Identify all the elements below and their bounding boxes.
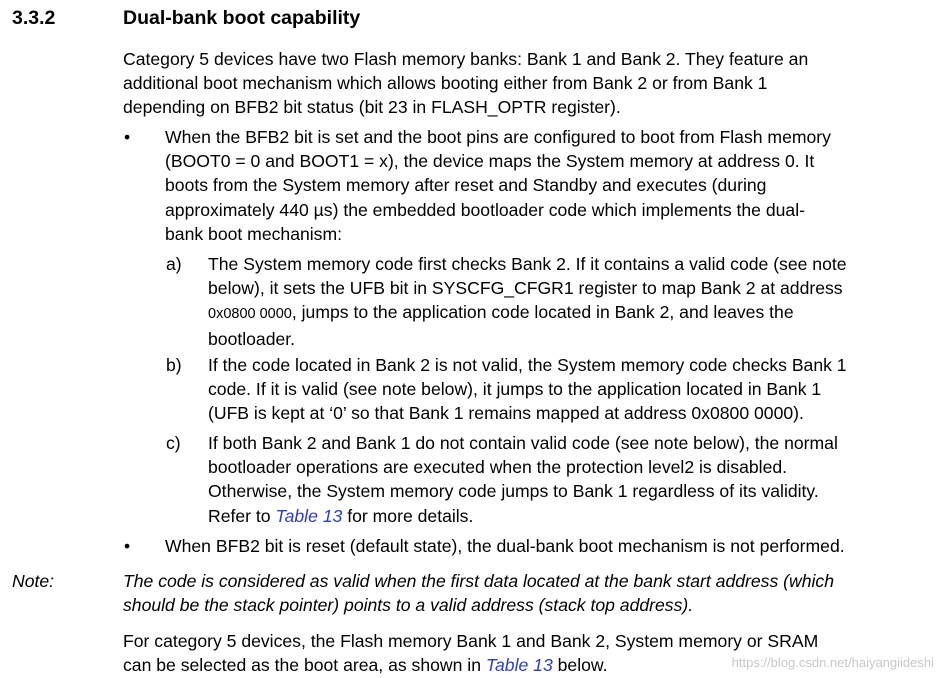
sub-item-b-line: code. If it is valid (see note below), it jumps to the application located in Bank 1 xyxy=(208,379,822,400)
bullet-1-marker: • xyxy=(124,127,131,147)
bullet-2-text: When BFB2 bit is reset (default state), the dual-bank boot mechanism is not performed. xyxy=(165,536,845,556)
bullet-1-line: approximately 440 µs) the embedded bootloader code which implements the dual- xyxy=(165,199,805,220)
bullet-2-marker: • xyxy=(124,536,131,556)
bullet-1-line: When the BFB2 bit is set and the boot pins are configured to boot from Flash memory xyxy=(165,127,831,147)
table-13-link[interactable]: Table 13 xyxy=(485,655,553,676)
sub-item-c-line xyxy=(208,504,936,528)
sub-item-a-line: The System memory code first checks Bank 2. If it contains a valid code (see note xyxy=(208,254,847,274)
section-title: Dual-bank boot capability xyxy=(123,7,361,29)
watermark: https://blog.csdn.net/haiyangiideshi xyxy=(731,655,934,670)
section-number: 3.3.2 xyxy=(12,7,56,29)
bullet-1-line: boots from the System memory after reset and Standby and executes (during xyxy=(165,175,767,196)
final-line: For category 5 devices, the Flash memory Bank 1 and Bank 2, System memory or SRAM xyxy=(123,631,819,651)
more-details-text: for more details. xyxy=(342,505,474,526)
sub-item-b-text xyxy=(208,353,936,426)
note-text xyxy=(123,569,933,617)
refer-to-text: Refer to xyxy=(208,505,276,526)
note-line: should be the stack pointer) points to a valid address (stack top address). xyxy=(123,595,694,616)
intro-line: additional boot mechanism which allows booting either from Bank 2 or from Bank 1 xyxy=(123,73,768,94)
sub-item-c-marker: c) xyxy=(166,433,181,453)
sub-item-a-text xyxy=(208,252,936,351)
sub-item-b-line: If the code located in Bank 2 is not valid, the System memory code checks Bank 1 xyxy=(208,355,847,375)
address-code: 0x0800 0000 xyxy=(208,306,292,323)
bullet-1-line: bank boot mechanism: xyxy=(165,223,343,244)
table-13-link[interactable]: Table 13 xyxy=(275,505,343,526)
sub-item-b-line: (UFB is kept at ‘0’ so that Bank 1 remains mapped at address 0x0800 0000). xyxy=(208,403,804,424)
sub-item-c-line: Otherwise, the System memory code jumps to Bank 1 regardless of its validity. xyxy=(208,481,819,502)
sub-item-a-line: bootloader. xyxy=(208,328,296,349)
final-line-pre: can be selected as the boot area, as shown in xyxy=(123,655,486,676)
sub-item-c-line: bootloader operations are executed when the protection level2 is disabled. xyxy=(208,457,788,478)
sub-item-a-line: below), it sets the UFB bit in SYSCFG_CFGR1 register to map Bank 2 at address xyxy=(208,278,843,299)
final-paragraph xyxy=(123,629,933,677)
sub-item-b-marker: b) xyxy=(166,355,182,375)
intro-paragraph xyxy=(123,47,933,120)
note-label: Note: xyxy=(12,571,55,591)
note-line: The code is considered as valid when the first data located at the bank start address (which xyxy=(123,571,834,591)
sub-item-c-text xyxy=(208,431,936,528)
bullet-1-text xyxy=(165,125,935,246)
sub-item-a-line xyxy=(208,300,936,326)
sub-item-a-marker: a) xyxy=(166,254,182,274)
final-line-post: below. xyxy=(552,655,608,676)
sub-item-c-line: If both Bank 2 and Bank 1 do not contain valid code (see note below), the normal xyxy=(208,433,838,453)
intro-line: Category 5 devices have two Flash memory banks: Bank 1 and Bank 2. They feature an xyxy=(123,49,809,69)
sub-item-a-line-rest: , jumps to the application code located in Bank 2, and leaves the xyxy=(291,302,794,323)
intro-line: depending on BFB2 bit status (bit 23 in FLASH_OPTR register). xyxy=(123,97,621,118)
bullet-1-line: (BOOT0 = 0 and BOOT1 = x), the device maps the System memory at address 0. It xyxy=(165,151,815,172)
